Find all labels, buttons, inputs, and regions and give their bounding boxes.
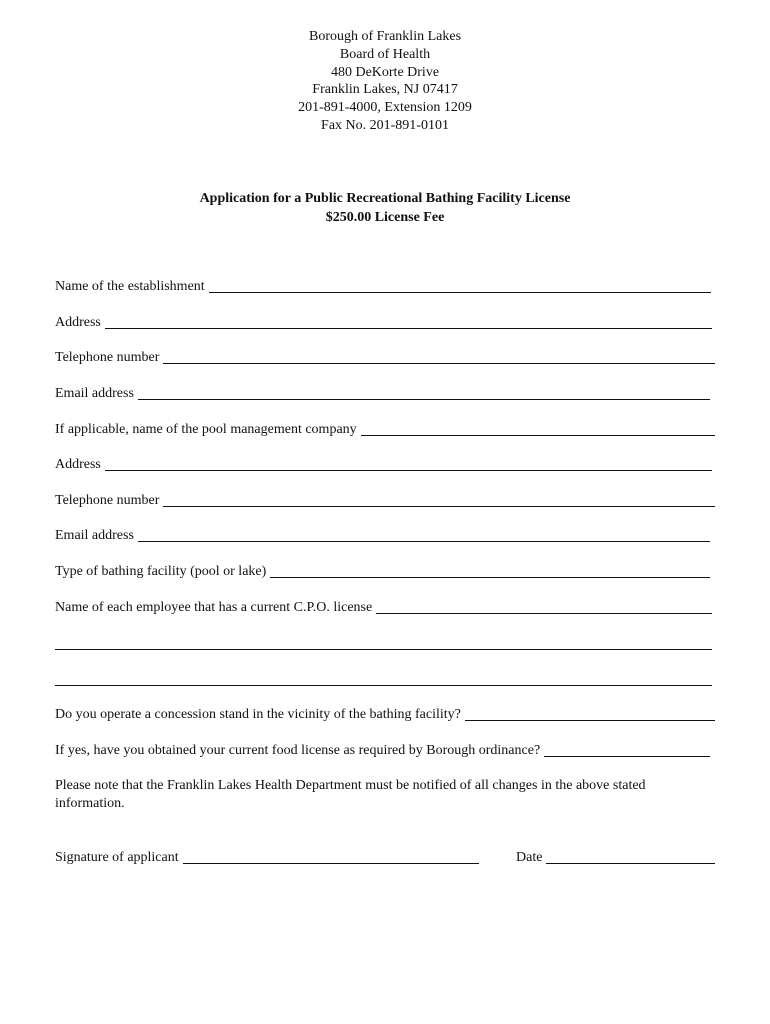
date-field xyxy=(516,848,715,868)
cpo-employees-field xyxy=(55,598,712,618)
signature-label: Signature of applicant xyxy=(55,850,179,865)
letterhead-line: 201-891-4000, Extension 1209 xyxy=(298,100,472,116)
facility-type-input-line[interactable] xyxy=(270,577,710,578)
address-input-line[interactable] xyxy=(105,328,712,329)
management-telephone-label: Telephone number xyxy=(55,493,160,508)
management-email-label: Email address xyxy=(55,528,134,543)
letterhead-line: Franklin Lakes, NJ 07417 xyxy=(312,82,458,98)
food-license-field xyxy=(55,741,710,761)
telephone-input-line[interactable] xyxy=(163,363,715,364)
cpo-employees-label: Name of each employee that has a current C.P.O. license xyxy=(55,600,373,615)
establishment-name-input-line[interactable] xyxy=(209,292,711,293)
signature-input-line[interactable] xyxy=(183,863,479,864)
cpo-employees-extra-line[interactable] xyxy=(55,649,712,650)
letterhead-line: Board of Health xyxy=(339,46,431,62)
facility-type-field xyxy=(55,562,710,582)
email-label: Email address xyxy=(55,386,134,401)
address-field xyxy=(55,313,712,333)
address-label: Address xyxy=(55,315,101,330)
form-title xyxy=(0,189,770,227)
cpo-employees-extra-line[interactable] xyxy=(55,685,712,686)
letterhead-line: Fax No. 201-891-0101 xyxy=(321,117,449,133)
license-fee: $250.00 License Fee xyxy=(325,210,445,225)
food-license-input-line[interactable] xyxy=(544,756,710,757)
email-input-line[interactable] xyxy=(138,399,710,400)
email-field xyxy=(55,384,710,404)
cpo-employees-input-line[interactable] xyxy=(376,613,712,614)
management-email-field xyxy=(55,526,710,546)
concession-stand-field xyxy=(55,705,715,725)
management-company-field xyxy=(55,420,715,440)
concession-stand-label: Do you operate a concession stand in the vicinity of the bathing facility? xyxy=(55,707,461,722)
management-telephone-input-line[interactable] xyxy=(163,506,715,507)
signature-row xyxy=(55,848,715,868)
form-title-line: Application for a Public Recreational Bathing Facility License xyxy=(199,191,571,206)
concession-stand-input-line[interactable] xyxy=(465,720,715,721)
signature-field xyxy=(55,848,479,868)
establishment-name-field xyxy=(55,277,711,297)
management-company-input-line[interactable] xyxy=(361,435,715,436)
management-address-input-line[interactable] xyxy=(105,470,712,471)
date-input-line[interactable] xyxy=(546,863,715,864)
telephone-field xyxy=(55,348,715,368)
letterhead-line: Borough of Franklin Lakes xyxy=(308,29,462,44)
date-label: Date xyxy=(516,850,543,865)
management-address-field xyxy=(55,455,712,475)
establishment-name-label: Name of the establishment xyxy=(55,279,205,294)
telephone-label: Telephone number xyxy=(55,350,160,365)
management-telephone-field xyxy=(55,491,715,511)
facility-type-label: Type of bathing facility (pool or lake) xyxy=(55,564,267,579)
management-address-label: Address xyxy=(55,457,101,472)
food-license-label: If yes, have you obtained your current food license as required by Borough ordinance? xyxy=(55,743,541,758)
management-company-label: If applicable, name of the pool management company xyxy=(55,422,357,437)
letterhead xyxy=(0,28,770,135)
letterhead-line: 480 DeKorte Drive xyxy=(330,64,440,80)
management-email-input-line[interactable] xyxy=(138,541,710,542)
change-notice: Please note that the Franklin Lakes Health Department must be notified of all changes in the above stated information. xyxy=(55,778,646,811)
